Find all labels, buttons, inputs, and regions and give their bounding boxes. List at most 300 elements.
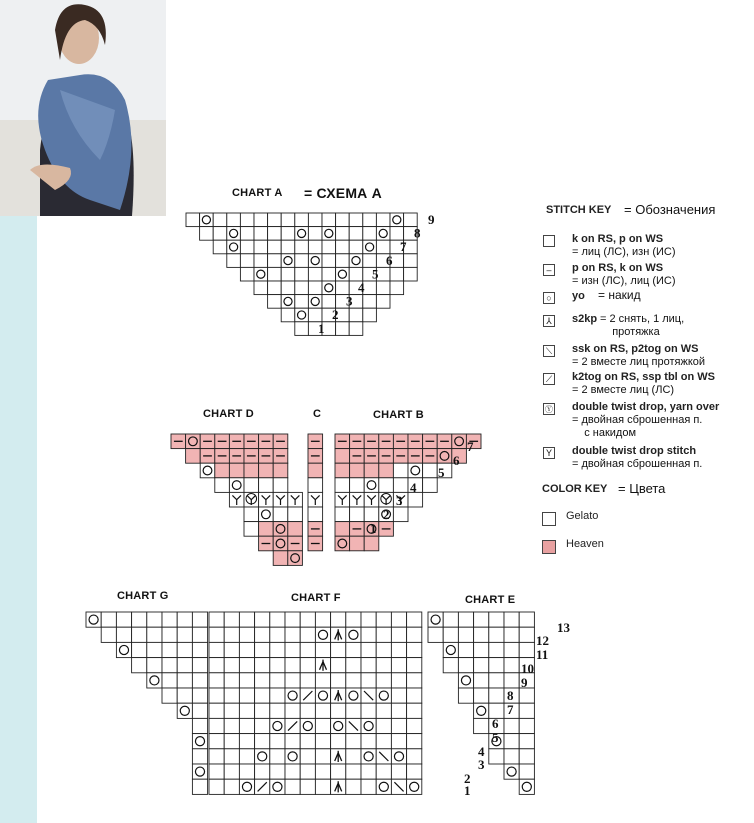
- chart-b-cell: [335, 478, 350, 493]
- chart-e-cell: [443, 658, 458, 673]
- chart-f-cell: [361, 703, 376, 718]
- chart-f-cell: [407, 642, 422, 657]
- chart-f-cell: [300, 749, 315, 764]
- chart-d-cell: [273, 507, 288, 522]
- chart-f-cell: [391, 642, 406, 657]
- chart-a-cell: [349, 240, 363, 254]
- chart-f-cell: [376, 658, 391, 673]
- chart-g-cell: [192, 703, 207, 718]
- chart-f-cell: [361, 658, 376, 673]
- chart-f-cell: [285, 764, 300, 779]
- chart-g-cell: [177, 658, 192, 673]
- chart-a-cell: [281, 240, 295, 254]
- chart-d-cell: [186, 449, 201, 464]
- chart-f-cell: [255, 612, 270, 627]
- chart-f-cell: [224, 749, 239, 764]
- chart-g-cell: [162, 612, 177, 627]
- chart-g-cell: [192, 718, 207, 733]
- chart-e-cell: [458, 658, 473, 673]
- chart-a-cell: [281, 267, 295, 281]
- chart-a-cell: [268, 254, 282, 268]
- chart-a-cell: [363, 213, 377, 227]
- chart-f-cell: [361, 627, 376, 642]
- chart-f-cell: [239, 627, 254, 642]
- chart-f-cell: [285, 749, 300, 764]
- chart-g-cell: [101, 612, 116, 627]
- chart-f-cell: [224, 764, 239, 779]
- chart-a-cell: [268, 267, 282, 281]
- chart-c-label: C: [313, 408, 322, 420]
- chart-c-cell: [308, 463, 323, 478]
- chart-b-cell: [350, 507, 365, 522]
- chart-a-row-number: 8: [414, 225, 421, 241]
- chart-g-cell: [132, 658, 147, 673]
- chart-f-cell: [209, 612, 224, 627]
- chart-e-cell: [474, 627, 489, 642]
- chart-e-row-number: 6: [492, 716, 499, 731]
- chart-f-cell: [300, 779, 315, 794]
- chart-f-cell: [361, 779, 376, 794]
- chart-a-cell: [295, 281, 309, 295]
- chart-a-row-number: 1: [318, 320, 325, 336]
- chart-b-cell: [423, 463, 438, 478]
- chart-e-cell: [519, 642, 534, 657]
- chart-f-cell: [224, 688, 239, 703]
- chart-d-cell: [288, 507, 303, 522]
- chart-e-row-number: 10: [521, 661, 534, 676]
- chart-a-cell: [308, 240, 322, 254]
- chart-f-cell: [239, 688, 254, 703]
- chart-b-row-number: 2: [383, 507, 390, 522]
- chart-d-cell: [215, 463, 230, 478]
- chart-f-cell: [346, 673, 361, 688]
- chart-f-cell: [331, 718, 346, 733]
- chart-e-row-number: 13: [557, 620, 570, 635]
- chart-e-cell: [504, 642, 519, 657]
- chart-f-cell: [391, 749, 406, 764]
- chart-f-cell: [407, 749, 422, 764]
- chart-f-cell: [255, 718, 270, 733]
- chart-f-cell: [407, 734, 422, 749]
- color-key-label: Heaven: [566, 538, 604, 550]
- chart-f-cell: [346, 779, 361, 794]
- chart-a-cell: [281, 295, 295, 309]
- chart-d-cell: [244, 463, 259, 478]
- chart-a-cell: [363, 240, 377, 254]
- chart-a-cell: [254, 213, 268, 227]
- chart-f-cell: [315, 764, 330, 779]
- chart-f-cell: [209, 642, 224, 657]
- chart-e-cell: [458, 627, 473, 642]
- chart-f-cell: [224, 673, 239, 688]
- chart-e-row-number: 2: [464, 771, 471, 786]
- chart-f-cell: [239, 658, 254, 673]
- chart-e-cell: [504, 718, 519, 733]
- chart-f-label: CHART F: [291, 592, 341, 604]
- chart-a-cell: [336, 281, 350, 295]
- chart-f-cell: [361, 718, 376, 733]
- chart-a-cell: [254, 227, 268, 241]
- chart-g-cell: [192, 764, 207, 779]
- chart-f-cell: [270, 688, 285, 703]
- chart-f-cell: [331, 642, 346, 657]
- chart-b-row-number: 7: [467, 439, 474, 454]
- chart-g-cell: [177, 703, 192, 718]
- chart-g-cell: [177, 612, 192, 627]
- chart-a-cell: [376, 240, 390, 254]
- chart-f-cell: [315, 703, 330, 718]
- chart-f-cell: [315, 749, 330, 764]
- chart-a-cell: [295, 308, 309, 322]
- chart-e-row-number: 8: [507, 688, 514, 703]
- chart-e-cell: [519, 612, 534, 627]
- chart-f-cell: [346, 642, 361, 657]
- chart-a-cell: [268, 227, 282, 241]
- chart-f-cell: [285, 734, 300, 749]
- chart-g-cell: [162, 642, 177, 657]
- chart-f-cell: [315, 718, 330, 733]
- chart-a-cell: [322, 295, 336, 309]
- chart-f-cell: [300, 703, 315, 718]
- chart-e-cell: [443, 642, 458, 657]
- chart-a-cell: [200, 213, 214, 227]
- chart-d-label: CHART D: [203, 408, 254, 420]
- chart-f-cell: [331, 764, 346, 779]
- color-key-title-ru: = Цвета: [618, 481, 666, 496]
- chart-b-cell: [364, 478, 379, 493]
- chart-e-cell: [474, 718, 489, 733]
- chart-f-cell: [285, 703, 300, 718]
- chart-e-row-number: 12: [536, 633, 549, 648]
- chart-e-cell: [504, 749, 519, 764]
- chart-e-cell: [504, 612, 519, 627]
- chart-f-cell: [407, 703, 422, 718]
- chart-a-cell: [336, 254, 350, 268]
- color-key-title: COLOR KEY: [542, 483, 608, 495]
- chart-f-cell: [391, 612, 406, 627]
- chart-g-cell: [162, 658, 177, 673]
- chart-f-cell: [209, 673, 224, 688]
- chart-d-cell: [273, 522, 288, 537]
- chart-f-cell: [315, 734, 330, 749]
- chart-a-cell: [295, 254, 309, 268]
- chart-b-label: CHART B: [373, 409, 424, 421]
- chart-a-cell: [322, 213, 336, 227]
- chart-f-cell: [285, 642, 300, 657]
- chart-f-cell: [407, 673, 422, 688]
- chart-e-cell: [504, 658, 519, 673]
- chart-a-cell: [322, 281, 336, 295]
- chart-b-cell: [452, 434, 467, 449]
- chart-f-cell: [346, 703, 361, 718]
- key-item-en: yo: [572, 290, 585, 302]
- chart-a-cell: [336, 227, 350, 241]
- chart-f-cell: [300, 673, 315, 688]
- chart-b-cell: [364, 507, 379, 522]
- circle-icon: ○: [543, 292, 555, 304]
- chart-a-cell: [363, 295, 377, 309]
- chart-e-label: CHART E: [465, 594, 516, 606]
- chart-e-row-number: 11: [536, 647, 549, 662]
- chart-f-cell: [209, 688, 224, 703]
- chart-f-cell: [376, 642, 391, 657]
- chart-g-cell: [147, 658, 162, 673]
- chart-f-cell: [224, 734, 239, 749]
- chart-a-cell: [200, 227, 214, 241]
- chart-f-cell: [376, 764, 391, 779]
- chart-a-cell: [308, 267, 322, 281]
- chart-g-cell: [192, 749, 207, 764]
- chart-a-cell: [213, 227, 227, 241]
- chart-a-cell: [295, 322, 309, 336]
- chart-e-cell: [519, 627, 534, 642]
- chart-f-cell: [285, 658, 300, 673]
- chart-g-cell: [192, 688, 207, 703]
- chart-f-cell: [331, 658, 346, 673]
- chart-a-cell: [322, 240, 336, 254]
- chart-d-cell: [259, 478, 274, 493]
- chart-a-cell: [404, 213, 418, 227]
- chart-e-row-number: 4: [478, 744, 485, 759]
- chart-b-cell: [408, 463, 423, 478]
- chart-a-cell: [349, 267, 363, 281]
- chart-a-cell: [349, 227, 363, 241]
- gelato-swatch: [542, 512, 556, 526]
- chart-f-cell: [331, 734, 346, 749]
- chart-f-cell: [270, 673, 285, 688]
- chart-f-cell: [376, 673, 391, 688]
- chart-e-cell: [489, 673, 504, 688]
- chart-f-cell: [331, 612, 346, 627]
- chart-g-cell: [147, 627, 162, 642]
- chart-a-cell: [295, 240, 309, 254]
- chart-f-cell: [239, 764, 254, 779]
- chart-f-cell: [239, 749, 254, 764]
- chart-b-row-number: 5: [438, 465, 445, 480]
- chart-f-cell: [300, 612, 315, 627]
- chart-a-cell: [268, 281, 282, 295]
- chart-f-cell: [224, 612, 239, 627]
- chart-f-cell: [255, 749, 270, 764]
- chart-f-cell: [346, 688, 361, 703]
- chart-d-cell: [259, 522, 274, 537]
- chart-f-cell: [376, 718, 391, 733]
- arrow-up-icon: ⅄: [543, 315, 555, 327]
- chart-f-cell: [270, 703, 285, 718]
- chart-f-cell: [255, 734, 270, 749]
- chart-f-cell: [209, 779, 224, 794]
- chart-f-cell: [315, 779, 330, 794]
- chart-e-cell: [504, 764, 519, 779]
- chart-f-cell: [315, 627, 330, 642]
- y-icon: Y: [543, 447, 555, 459]
- chart-a-cell: [254, 240, 268, 254]
- chart-g-cell: [192, 658, 207, 673]
- chart-a-cell: [227, 254, 241, 268]
- chart-f-cell: [270, 718, 285, 733]
- chart-b-cell: [335, 522, 350, 537]
- chart-a-cell: [240, 240, 254, 254]
- chart-f-cell: [255, 642, 270, 657]
- chart-a-row-number: 7: [400, 239, 407, 255]
- chart-b-cell: [335, 536, 350, 551]
- chart-a-cell: [322, 227, 336, 241]
- chart-f-cell: [346, 749, 361, 764]
- chart-f-cell: [300, 764, 315, 779]
- chart-a-cell: [349, 322, 363, 336]
- chart-f-cell: [407, 688, 422, 703]
- chart-g-cell: [147, 642, 162, 657]
- chart-a-cell: [376, 295, 390, 309]
- chart-f-cell: [391, 658, 406, 673]
- chart-f-cell: [391, 764, 406, 779]
- chart-a-cell: [281, 213, 295, 227]
- chart-d-cell: [215, 478, 230, 493]
- chart-a-cell: [308, 308, 322, 322]
- chart-f-cell: [361, 749, 376, 764]
- chart-f-cell: [361, 673, 376, 688]
- chart-g-cell: [101, 627, 116, 642]
- chart-f-cell: [209, 734, 224, 749]
- chart-f-cell: [391, 673, 406, 688]
- chart-g-cell: [192, 627, 207, 642]
- stitch-key-title-ru: = Обозначения: [624, 202, 716, 217]
- chart-b-row-number: 1: [370, 521, 377, 536]
- chart-f-cell: [361, 612, 376, 627]
- chart-e-row-number: 9: [521, 675, 528, 690]
- chart-a-cell: [349, 308, 363, 322]
- chart-a-cell: [281, 254, 295, 268]
- chart-f-cell: [376, 688, 391, 703]
- chart-e-cell: [489, 749, 504, 764]
- chart-a-cell: [336, 240, 350, 254]
- chart-a-cell: [281, 308, 295, 322]
- chart-f-cell: [270, 734, 285, 749]
- chart-f-cell: [376, 612, 391, 627]
- chart-a-cell: [322, 254, 336, 268]
- chart-f-cell: [255, 764, 270, 779]
- chart-e-cell: [519, 718, 534, 733]
- chart-d-cell: [288, 551, 303, 566]
- chart-f-cell: [361, 764, 376, 779]
- chart-a-cell: [390, 281, 404, 295]
- chart-a-cell: [254, 254, 268, 268]
- chart-f-cell: [270, 779, 285, 794]
- chart-g-cell: [147, 673, 162, 688]
- chart-b-row-number: 6: [453, 453, 460, 468]
- chart-e-cell: [489, 688, 504, 703]
- chart-e-cell: [458, 673, 473, 688]
- chart-f-cell: [391, 718, 406, 733]
- chart-a-cell: [240, 227, 254, 241]
- chart-f-cell: [209, 703, 224, 718]
- chart-e-row-number: 7: [507, 702, 514, 717]
- chart-g-cell: [116, 627, 131, 642]
- chart-e-row-number: 1: [464, 783, 471, 798]
- key-item-en: double twist drop stitch: [572, 445, 697, 457]
- chart-g-label: CHART G: [117, 590, 169, 602]
- chart-f-cell: [407, 718, 422, 733]
- chart-d-cell: [200, 463, 215, 478]
- chart-f-cell: [224, 718, 239, 733]
- chart-f-cell: [376, 703, 391, 718]
- chart-e-row-number: 3: [478, 757, 485, 772]
- chart-a-cell: [281, 227, 295, 241]
- chart-e-cell: [458, 612, 473, 627]
- chart-a-row-number: 9: [428, 212, 435, 227]
- chart-a-cell: [268, 213, 282, 227]
- chart-f-cell: [239, 612, 254, 627]
- chart-f-cell: [239, 673, 254, 688]
- chart-a-cell: [390, 213, 404, 227]
- chart-a-cell: [376, 281, 390, 295]
- chart-e-cell: [504, 734, 519, 749]
- chart-f-cell: [209, 749, 224, 764]
- chart-b-cell: [364, 463, 379, 478]
- chart-e-cell: [504, 627, 519, 642]
- chart-f-cell: [300, 658, 315, 673]
- chart-d-cell: [273, 536, 288, 551]
- chart-f-cell: [239, 703, 254, 718]
- chart-d-cell: [259, 463, 274, 478]
- chart-e-cell: [489, 612, 504, 627]
- chart-a-cell: [240, 254, 254, 268]
- chart-f-cell: [255, 688, 270, 703]
- chart-g-cell: [86, 612, 101, 627]
- key-item-ru: = 2 вместе лиц (ЛС): [572, 384, 675, 396]
- chart-f-cell: [315, 688, 330, 703]
- blank-square-icon: [543, 235, 555, 247]
- chart-a-label: CHART A: [232, 187, 283, 199]
- chart-d-cell: [229, 463, 244, 478]
- chart-d-cell: [244, 522, 259, 537]
- chart-b-cell: [350, 478, 365, 493]
- chart-f-cell: [407, 779, 422, 794]
- chart-a-cell: [268, 240, 282, 254]
- chart-a-cell: [240, 213, 254, 227]
- chart-a-cell: [308, 227, 322, 241]
- chart-a-cell: [295, 227, 309, 241]
- chart-f-cell: [239, 779, 254, 794]
- key-item-en: double twist drop, yarn over: [572, 401, 720, 413]
- chart-f-cell: [315, 612, 330, 627]
- chart-a-cell: [227, 227, 241, 241]
- chart-e-cell: [474, 703, 489, 718]
- chart-e-cell: [458, 688, 473, 703]
- chart-f-cell: [300, 734, 315, 749]
- chart-e-cell: [519, 779, 534, 794]
- chart-a-cell: [349, 213, 363, 227]
- chart-f-cell: [224, 703, 239, 718]
- chart-a-cell: [404, 267, 418, 281]
- key-item-ru: = изн (ЛС), лиц (ИС): [572, 275, 676, 287]
- chart-e-cell: [489, 658, 504, 673]
- chart-g-cell: [177, 673, 192, 688]
- chart-d-cell: [273, 551, 288, 566]
- chart-b-cell: [335, 507, 350, 522]
- chart-a-cell: [213, 240, 227, 254]
- chart-g-cell: [192, 673, 207, 688]
- chart-f-cell: [391, 627, 406, 642]
- chart-b-cell: [335, 449, 350, 464]
- chart-a-cell: [295, 295, 309, 309]
- chart-d-cell: [244, 507, 259, 522]
- chart-f-cell: [391, 734, 406, 749]
- chart-e-cell: [458, 642, 473, 657]
- chart-a-cell: [349, 254, 363, 268]
- key-item-en: p on RS, k on WS: [572, 262, 664, 274]
- chart-f-cell: [255, 703, 270, 718]
